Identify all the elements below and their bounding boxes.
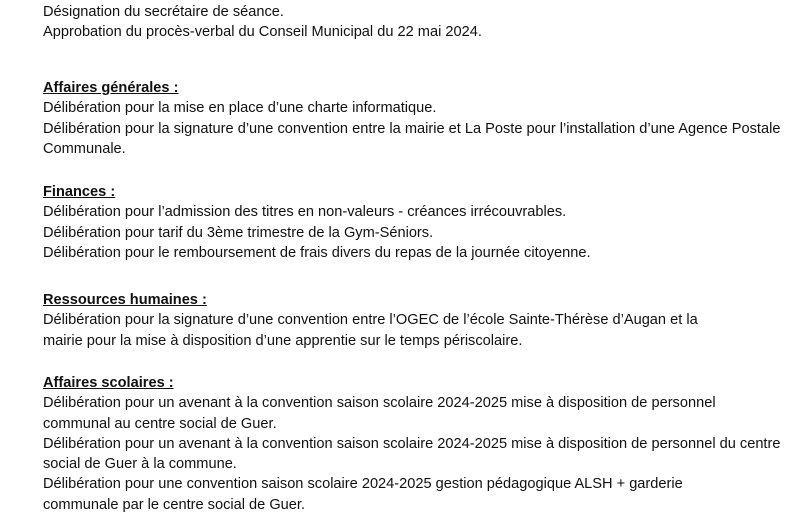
agenda-item: Délibération pour la signature d’une convention entre l’OGEC de l’école Sainte-Thérèse d’Augan et la mairie pour la mise à disposition d’une apprentie sur le temps périscolaire. bbox=[43, 312, 698, 349]
section-heading: Ressources humaines : bbox=[43, 292, 207, 308]
agenda-item: Délibération pour la signature d’une convention entre la mairie et La Poste pour l’installation d’une Agence Postale Communale. bbox=[43, 120, 781, 157]
section-affaires-generales bbox=[43, 78, 783, 159]
intro-line-secretary: Désignation du secrétaire de séance. bbox=[43, 4, 284, 20]
agenda-item: Délibération pour un avenant à la convention saison scolaire 2024-2025 mise à disposition de personnel communal au centre social de Guer. bbox=[43, 395, 716, 432]
intro-line-approval: Approbation du procès-verbal du Conseil Municipal du 22 mai 2024. bbox=[43, 24, 482, 41]
agenda-item: Délibération pour tarif du 3ème trimestre de la Gym-Séniors. bbox=[43, 224, 434, 241]
section-affaires-scolaires bbox=[43, 373, 783, 515]
section-ressources-humaines bbox=[43, 290, 783, 351]
section-heading: Affaires générales : bbox=[43, 80, 179, 96]
agenda-item: Délibération pour le remboursement de frais divers du repas de la journée citoyenne. bbox=[43, 244, 591, 261]
agenda-item: Délibération pour l’admission des titres en non-valeurs - créances irrécouvrables. bbox=[43, 204, 567, 221]
section-heading: Affaires scolaires : bbox=[43, 375, 174, 391]
section-heading: Finances : bbox=[43, 184, 116, 200]
agenda-item: Délibération pour une convention saison scolaire 2024-2025 gestion pédagogique ALSH + garderie communale par le centre social de Guer. bbox=[43, 476, 683, 513]
section-finances bbox=[43, 182, 783, 263]
agenda-item: Délibération pour la mise en place d’une charte informatique. bbox=[43, 100, 437, 117]
intro-block bbox=[43, 2, 482, 43]
agenda-item: Délibération pour un avenant à la convention saison scolaire 2024-2025 mise à disposition de personnel du centre social de Guer à la commune. bbox=[43, 435, 781, 473]
